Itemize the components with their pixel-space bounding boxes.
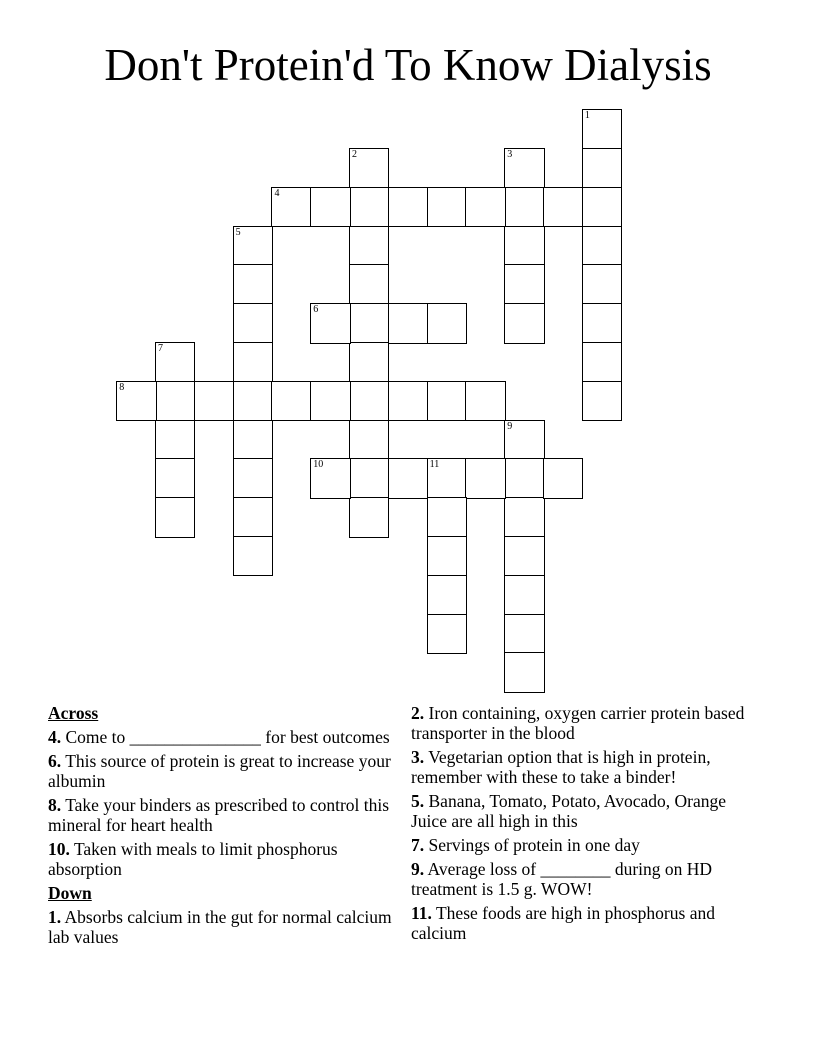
- grid-cell[interactable]: [233, 420, 273, 460]
- grid-cell[interactable]: [349, 187, 389, 227]
- grid-cell[interactable]: [504, 226, 544, 266]
- grid-cell[interactable]: [504, 575, 544, 615]
- across-heading: Across: [48, 703, 99, 723]
- clue-down-5: 5. Banana, Tomato, Potato, Avocado, Orange Juice are all high in this: [411, 791, 726, 831]
- grid-cell[interactable]: [155, 497, 195, 537]
- grid-cell[interactable]: [349, 342, 389, 382]
- grid-cell[interactable]: [465, 381, 505, 421]
- grid-cell[interactable]: [116, 381, 156, 421]
- grid-cell[interactable]: [543, 187, 583, 227]
- grid-cell[interactable]: [427, 575, 467, 615]
- grid-cell[interactable]: [582, 303, 622, 343]
- clue-across-8: 8. Take your binders as prescribed to control this mineral for heart health: [48, 795, 390, 835]
- grid-cell[interactable]: [349, 497, 389, 537]
- grid-cell[interactable]: [465, 187, 505, 227]
- grid-cell[interactable]: [582, 109, 622, 149]
- grid-cell[interactable]: [233, 342, 273, 382]
- grid-cell[interactable]: [233, 536, 273, 576]
- grid-cell[interactable]: [233, 381, 273, 421]
- grid-cell[interactable]: [504, 264, 544, 304]
- grid-cell[interactable]: [504, 614, 544, 654]
- grid-cell[interactable]: [427, 614, 467, 654]
- grid-cell[interactable]: [194, 381, 234, 421]
- grid-cell[interactable]: [427, 497, 467, 537]
- grid-cell[interactable]: [427, 458, 467, 498]
- grid-cell[interactable]: [233, 458, 273, 498]
- clue-across-6: 6. This source of protein is great to increase your albumin: [48, 751, 391, 791]
- grid-cell[interactable]: [349, 226, 389, 266]
- clues-left-column: [48, 703, 393, 951]
- page-title: Don't Protein'd To Know Dialysis: [104, 40, 712, 90]
- grid-cell[interactable]: [233, 303, 273, 343]
- down-heading: Down: [48, 883, 92, 903]
- clue-down-2: 2. Iron containing, oxygen carrier protein based transporter in the blood: [411, 703, 745, 743]
- grid-cell[interactable]: [155, 381, 195, 421]
- grid-cell[interactable]: [543, 458, 583, 498]
- clue-number: 2: [352, 149, 358, 161]
- grid-cell[interactable]: [504, 303, 544, 343]
- grid-cell[interactable]: [427, 381, 467, 421]
- clue-number: 7: [158, 343, 164, 355]
- clue-down-1: 1. Absorbs calcium in the gut for normal calcium lab values: [48, 907, 392, 947]
- clue-number: 4: [274, 187, 280, 199]
- grid-cell[interactable]: [349, 381, 389, 421]
- grid-cell[interactable]: [233, 497, 273, 537]
- grid-cell[interactable]: [349, 420, 389, 460]
- grid-cell[interactable]: [233, 264, 273, 304]
- clue-number: 3: [507, 149, 513, 161]
- grid-cell[interactable]: [310, 458, 350, 498]
- grid-cell[interactable]: [582, 381, 622, 421]
- grid-cell[interactable]: [155, 458, 195, 498]
- grid-cell[interactable]: [388, 187, 428, 227]
- clue-down-9: 9. Average loss of ________ during on HD treatment is 1.5 g. WOW!: [411, 859, 713, 899]
- grid-cell[interactable]: [388, 458, 428, 498]
- grid-cell[interactable]: [504, 536, 544, 576]
- clue-number: 11: [429, 459, 440, 471]
- grid-cell[interactable]: [388, 381, 428, 421]
- clue-number: 8: [119, 381, 125, 393]
- grid-cell[interactable]: [582, 342, 622, 382]
- grid-cell[interactable]: [349, 148, 389, 188]
- grid-cell[interactable]: [504, 148, 544, 188]
- grid-cell[interactable]: [310, 187, 350, 227]
- grid-cell[interactable]: [427, 303, 467, 343]
- grid-cell[interactable]: [155, 342, 195, 382]
- grid-cell[interactable]: [582, 148, 622, 188]
- clue-down-3: 3. Vegetarian option that is high in protein, remember with these to take a binder!: [411, 747, 711, 787]
- clue-number: 9: [507, 420, 513, 432]
- grid-cell[interactable]: [504, 187, 544, 227]
- grid-cell[interactable]: [155, 420, 195, 460]
- grid-cell[interactable]: [271, 187, 311, 227]
- grid-cell[interactable]: [504, 458, 544, 498]
- grid-cell[interactable]: [582, 187, 622, 227]
- grid-cell[interactable]: [427, 536, 467, 576]
- clue-number: 1: [584, 110, 590, 122]
- grid-cell[interactable]: [582, 264, 622, 304]
- clue-across-4: 4. Come to _______________ for best outcomes: [48, 727, 390, 747]
- grid-cell[interactable]: [271, 381, 311, 421]
- grid-cell[interactable]: [582, 226, 622, 266]
- grid-cell[interactable]: [427, 187, 467, 227]
- clue-number: 5: [235, 226, 241, 238]
- clue-down-7: 7. Servings of protein in one day: [411, 835, 640, 855]
- grid-cell[interactable]: [465, 458, 505, 498]
- clues-right-column: [411, 703, 756, 947]
- grid-cell[interactable]: [233, 226, 273, 266]
- grid-cell[interactable]: [349, 303, 389, 343]
- clue-down-11: 11. These foods are high in phosphorus and calcium: [411, 903, 715, 943]
- grid-cell[interactable]: [504, 420, 544, 460]
- grid-cell[interactable]: [310, 303, 350, 343]
- grid-cell[interactable]: [349, 458, 389, 498]
- clue-number: 10: [313, 459, 324, 471]
- grid-cell[interactable]: [310, 381, 350, 421]
- grid-cell[interactable]: [504, 652, 544, 692]
- grid-cell[interactable]: [349, 264, 389, 304]
- clue-number: 6: [313, 304, 319, 316]
- clue-across-10: 10. Taken with meals to limit phosphorus absorption: [48, 839, 338, 879]
- grid-cell[interactable]: [388, 303, 428, 343]
- grid-cell[interactable]: [504, 497, 544, 537]
